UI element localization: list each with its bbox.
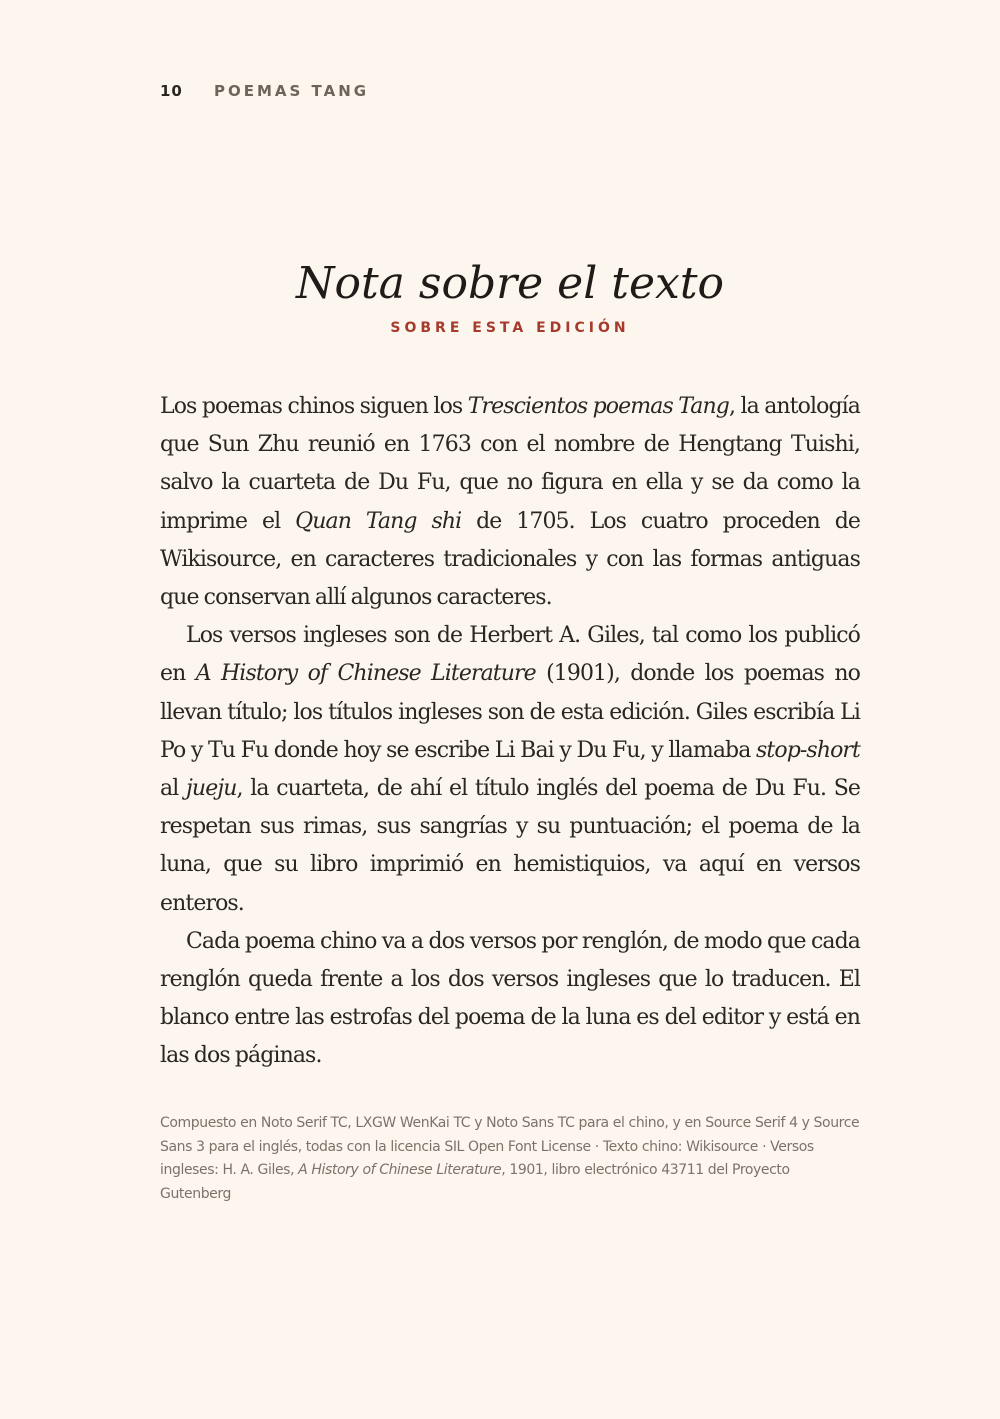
text-run: , la antología que Sun Zhu reunió en 1763 con el nombre de Hengtang Tuishi, salvo la cuarteta de Du Fu, que no figura en ella y se da como la imprime el [160, 394, 860, 534]
paragraph-1 [160, 388, 860, 617]
text-run: Los versos ingleses son de Herbert A. Giles, tal como los publicó en [160, 623, 860, 687]
page-number: 10 [160, 82, 183, 100]
italic-term: stop-short [756, 737, 860, 763]
italic-title: Quan Tang shi [295, 508, 462, 534]
running-header [160, 82, 369, 102]
text-run: Compuesto en Noto Serif TC, LXGW WenKai TC y Noto Sans TC para el chino, y en Source Serif 4 y Source Sans 3 para el inglés, todas con la licencia SIL Open Font License · Texto chino: Wikisource · Versos ingleses: H. A. Giles, [160, 1115, 860, 1178]
italic-title: Trescientos poemas Tang [467, 394, 729, 419]
italic-term: jueju [186, 776, 237, 802]
colophon [160, 1112, 860, 1206]
chapter-title: Nota sobre el texto [296, 258, 724, 309]
paragraph-2 [160, 617, 860, 923]
body-text [160, 388, 860, 1076]
text-run: , la cuarteta, de ahí el título inglés del poema de Du Fu. Se respetan sus rimas, sus sangrías y su puntuación; el poema de la luna, que su libro imprimió en hemistiquios, va aquí en versos enteros. [160, 776, 861, 916]
italic-title: A History of Chinese Literature [195, 661, 536, 687]
text-run: al [160, 776, 187, 802]
text-run: , 1901, libro electrónico 43711 del Proyecto Gutenberg [160, 1162, 790, 1202]
text-run: de 1705. Los cuatro proceden de Wikisource, en caracteres tradicionales y con las formas antiguas que conservan allí algunos caracteres. [160, 508, 860, 611]
italic-title: A History of Chinese Literature [298, 1162, 502, 1178]
text-run: Cada poema chino va a dos versos por renglón, de modo que cada renglón queda frente a los dos versos ingleses que lo traducen. El blanco entre las estrofas del poema de la luna es del editor y está en las dos páginas. [160, 928, 860, 1069]
paragraph-3 [160, 923, 860, 1076]
running-title: POEMAS TANG [214, 82, 370, 100]
text-run: Los poemas chinos siguen los [160, 394, 468, 419]
text-run: (1901), donde los poemas no llevan título; los títulos ingleses son de esta edición. Giles escribía Li Po y Tu Fu donde hoy se escribe Li Bai y Du Fu, y llamaba [160, 661, 860, 763]
colophon-text [160, 1112, 860, 1206]
chapter-subtitle: SOBRE ESTA EDICIÓN [390, 320, 630, 336]
